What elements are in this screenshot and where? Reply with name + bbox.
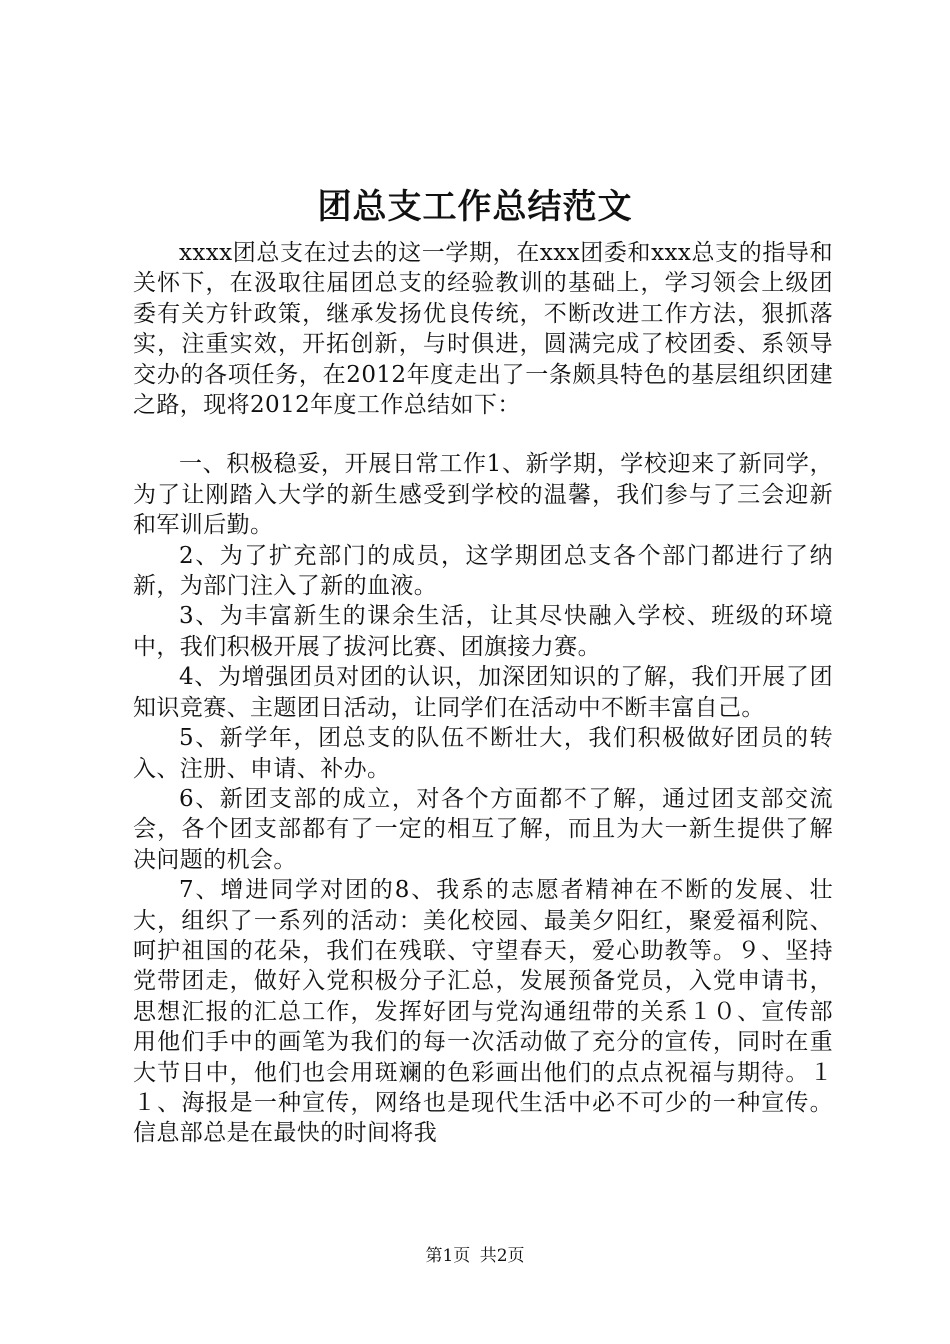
paragraph-item-3: 3、为丰富新生的课余生活，让其尽快融入学校、班级的环境中，我们积极开展了拔河比赛、团旗接力赛。 (133, 603, 833, 660)
paragraph-item-4: 4、为增强团员对团的认识，加深团知识的了解，我们开展了团知识竞赛、主题团日活动，让同学们在活动中不断丰富自己。 (133, 664, 833, 721)
paragraph-item-7: 7、增进同学对团的8、我系的志愿者精神在不断的发展、壮大，组织了一系列的活动：美化校园、最美夕阳红，聚爱福利院、呵护祖国的花朵，我们在残联、守望春天，爱心助教等。９、坚持党带团走，做好入党积极分子汇总，发展预备党员，入党申请书，思想汇报的汇总工作，发挥好团与党沟通纽带的关系１０、宣传部用他们手中的画笔为我们的每一次活动做了充分的宣传，同时在重大节日中，他们也会用斑斓的色彩画出他们的点点祝福与期待。１１、海报是一种宣传，网络也是现代生活中必不可少的一种宣传。信息部总是在最快的时间将我 (133, 877, 833, 1147)
document-title: 团总支工作总结范文 (317, 187, 633, 227)
paragraph-section-one: 一、积极稳妥，开展日常工作1、新学期，学校迎来了新同学，为了让刚踏入大学的新生感受到学校的温馨，我们参与了三会迎新和军训后勤。 (133, 451, 833, 539)
document-body (133, 238, 833, 1149)
paragraph-intro: xxxx团总支在过去的这一学期，在xxx团委和xxx总支的指导和关怀下，在汲取往届团总支的经验教训的基础上，学习领会上级团委有关方针政策，继承发扬优良传统，不断改进工作方法，狠抓落实，注重实效，开拓创新，与时俱进，圆满完成了校团委、系领导交办的各项任务，在2012年度走出了一条颇具特色的基层组织团建之路，现将2012年度工作总结如下： (133, 240, 833, 419)
paragraph-item-5: 5、新学年，团总支的队伍不断壮大，我们积极做好团员的转入、注册、申请、补办。 (133, 725, 833, 782)
paragraph-item-6: 6、新团支部的成立，对各个方面都不了解，通过团支部交流会，各个团支部都有了一定的相互了解，而且为大一新生提供了解决问题的机会。 (133, 785, 833, 873)
page-number-footer: 第1页 共2页 (425, 1246, 525, 1266)
paragraph-item-2: 2、为了扩充部门的成员，这学期团总支各个部门都进行了纳新，为部门注入了新的血液。 (133, 542, 833, 600)
